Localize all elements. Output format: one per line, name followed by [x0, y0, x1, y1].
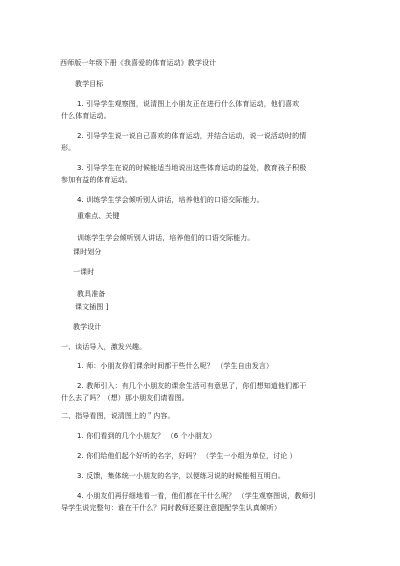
section-2-item-4-line-2: 导学生说完整句：谁在干什么？同时教师还要注意提配学生认真倾听）: [61, 504, 282, 512]
goal-4: 4. 训练学生学会倾听别人讲话，培养他们的口语交际能力。: [77, 196, 264, 204]
heading-goals: 教学目标: [75, 80, 104, 88]
class-hours-text: 一课时: [73, 268, 95, 276]
section-2-item-1: 1. 你们看到的几个小朋友？ （6 个小朋友）: [77, 432, 217, 440]
materials-text: 课文插图 ]: [75, 303, 109, 311]
section-2-item-4-line-1: 4. 小朋友们再仔细地看一看，他们都在干什么呢？ （学生观察图说，教师引: [77, 492, 316, 500]
doc-title: 西师版一年级下册《我喜爱的体育运动》教学设计: [60, 59, 217, 67]
section-1-item-1: 1. 师：小朋友你们课余时间都干些什么呢？ （学生自由发言）: [77, 362, 274, 370]
section-2-item-2: 2. 你们给他们起个好听的名字，好吗？ （学生一小组为单位，讨论 ）: [77, 452, 297, 460]
goal-2-line-2: 形。: [61, 144, 76, 152]
goal-1-line-2: 什么体育运动。: [61, 112, 111, 120]
section-1-heading: 一、谈话导入，激发兴趣。: [61, 343, 147, 351]
goal-3-line-1: 3. 引导学生在说的时候能适当地说出这些体育运动的益处，教育孩子积极: [77, 164, 307, 172]
section-2-item-3: 3. 反馈，集体统一小朋友的名字，以便练习说的时候能相互明白。: [77, 472, 286, 480]
section-1-item-2-line-2: 什么去了吗？（想）那小朋友们请看图。: [61, 394, 189, 402]
heading-lesson-design: 教学设计: [73, 323, 102, 331]
goal-1-line-1: 1. 引导学生观察图，说清图上小朋友正在进行什么体育运动，他们喜欢: [77, 100, 300, 108]
heading-class-hours: 课时划分: [73, 248, 102, 256]
goal-3-line-2: 参加有益的体育运动。: [61, 176, 132, 184]
section-2-heading: 二、指导看图，说清图上的＂内容。: [61, 412, 175, 420]
goal-2-line-1: 2. 引导学生说一说自己喜欢的体育运动，并结合运动，说一说活动时的情: [77, 132, 307, 140]
section-1-item-2-line-1: 2. 教师引入：有几个小朋友的课余生活可有意思了，你们想知道他们都干: [77, 382, 307, 390]
key-points-text: 训练学生学会倾听别人讲话，培养他们的口语交际能力。: [77, 234, 255, 242]
heading-key-points: 重难点、关键: [77, 212, 120, 220]
heading-materials: 教具准备: [77, 290, 106, 298]
